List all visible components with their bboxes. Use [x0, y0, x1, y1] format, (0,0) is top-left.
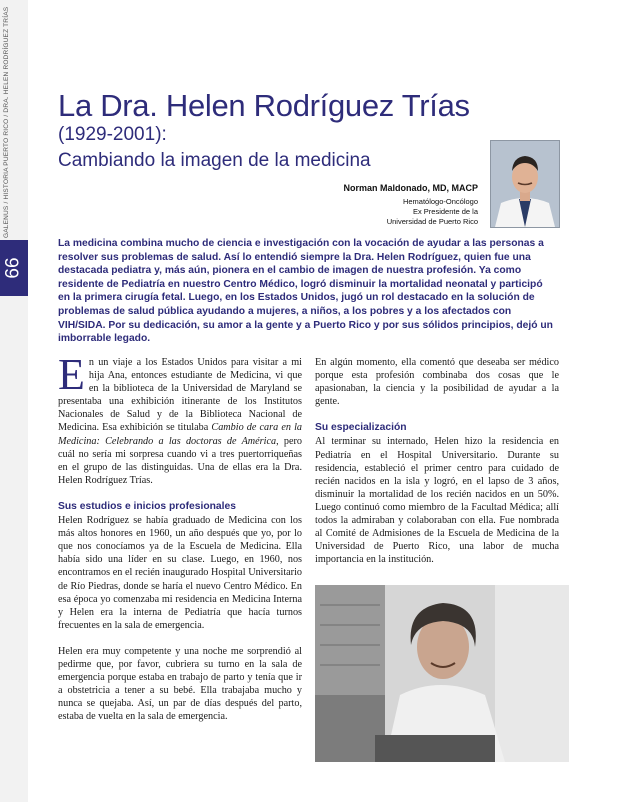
author-affiliation: Hematólogo-Oncólogo Ex Presidente de la Universidad de Puerto Rico: [386, 197, 478, 226]
side-strip: [0, 0, 28, 802]
intro-paragraph: En un viaje a los Estados Unidos para visitar a mi hija Ana, entonces estudiante de Medicina, vi que en la biblioteca de la Universidad de Maryland se presentaba una exhibición itinerante de los Institutos Nacionales de Salud y de la Biblioteca Nacional de Medicina. Esa exhibición se titulaba Cambio de cara en la Medicina: Celebrando a las doctoras de América, pero cuál no sería mi sorpresa cuando vi a tres puertorriqueñas en el grupo de las distinguidas. Una de ellas era la Dra. Helen Rodríguez Trías.: [58, 350, 302, 486]
article-years: (1929-2001):: [58, 124, 167, 145]
abstract: La medicina combina mucho de ciencia e investigación con la vocación de ayudar a las personas a resolver sus problemas de salud. Así lo entendió siempre la Dra. Helen Rodríguez, quien fue una destacada pediatra y, más aún, pionera en el cambio de imagen de nuestra profesión. Ya como residente de Pediatría en nuestro Centro Médico, logró disminuir la mortalidad neonatal y participó en la primera cirugía fetal. Luego, en los Estados Unidos, jugó un rol destacado en la solución de problemas de salud pública ayudando a mujeres, a niños, a los pobres y a los afectados con VIH/SIDA. Por su dedicación, su amor a la gente y a Puerto Rico y por sus sólidos principios, dejó un imborrable legado.: [58, 238, 553, 345]
section-heading-specialization: Su especialización: [315, 422, 407, 434]
article-subtitle: Cambiando la imagen de la medicina: [58, 150, 371, 171]
author-portrait: [490, 140, 560, 228]
paragraph: Helen era muy competente y una noche me sorprendió al pedirme que, por favor, cubriera su turno en la sala de emergencia porque estaba en trabajo de parto y tenía que ir a obstetricia a tener a su bebé. Ella trabajaba mucho y nunca se quejaba. Así, un par de días después del parto, estaba de vuelta en la sala de emergencia.: [58, 645, 302, 723]
section-heading-studies: Sus estudios e inicios profesionales: [58, 500, 236, 512]
right-column: [315, 356, 559, 579]
page-number: 66: [0, 240, 28, 296]
running-header: GALENUS / HISTORIA PUERTO RICO / DRA. HELEN RODRÍGUEZ TRÍAS: [3, 6, 10, 238]
article-title: La Dra. Helen Rodríguez Trías: [58, 88, 470, 123]
paragraph: Helen Rodríguez se había graduado de Medicina con los más altos honores en 1960, un año después que yo, por lo que nos conocíamos ya de la Escuela de Medicina. Ella había sido una líder en su clase. Luego, en 1960, nos encontramos en el recién inaugurado Hospital Universitario de Río Piedras, donde se haría el nuevo Centro Médico. En esa época yo comenzaba mi residencia en Medicina Interna y Helen era la interna de Pediatría que hacía turnos frecuentes en la sala de emergencia.: [58, 515, 302, 631]
left-column: [58, 350, 302, 736]
author-name: Norman Maldonado, MD, MACP: [343, 183, 478, 193]
doctor-photo: [315, 585, 569, 762]
paragraph: Al terminar su internado, Helen hizo la residencia en Pediatría en el Hospital Universitario. Durante su residencia, estableció el primer centro para cuidado de recién nacidos en la isla y logró, en el lapso de 3 años, disminuir la mortalidad de los recién nacidos en un 50%. Luego continuó como miembro de la Facultad Médica; allí todos la admiraban y colaboraban con ella. Fue nombrada al Comité de Admisiones de la Escuela de Medicina de la Universidad de Puerto Rico, una labor de mucha importancia en la institución.: [315, 436, 559, 566]
drop-cap: E: [58, 350, 85, 399]
paragraph: En algún momento, ella comentó que deseaba ser médico porque esta profesión combinaba dos cosas que le apasionaban, la ciencia y la posibilidad de ayudar a la gente.: [315, 357, 559, 408]
